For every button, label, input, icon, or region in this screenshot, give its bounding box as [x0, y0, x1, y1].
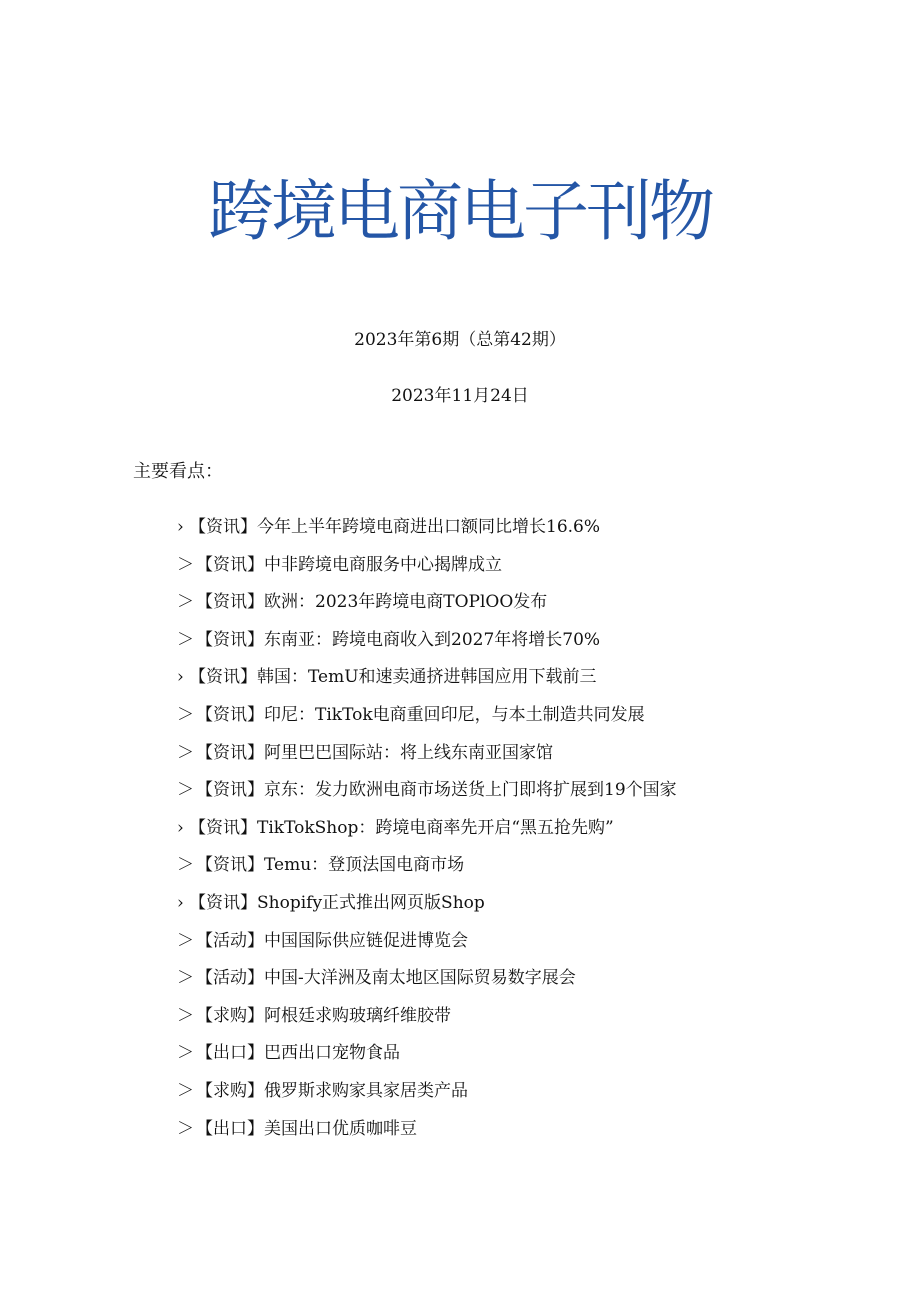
- bullet-arrow-icon: ›: [177, 817, 184, 838]
- list-item: [177, 1038, 677, 1076]
- bullet-arrow-icon: ＞: [177, 1043, 194, 1064]
- bullet-arrow-icon: ›: [177, 892, 184, 913]
- list-item-text: 【资讯】Temu：登顶法国电商市场: [196, 855, 465, 876]
- list-item-text: 【求购】俄罗斯求购家具家居类产品: [196, 1080, 468, 1101]
- list-item-text: 【资讯】印尼：TikTok电商重回印尼，与本土制造共同发展: [196, 704, 645, 725]
- list-item: [177, 926, 677, 964]
- list-item: [177, 963, 677, 1001]
- bullet-arrow-icon: ＞: [177, 554, 194, 575]
- list-item: [177, 625, 677, 663]
- list-item: [177, 850, 677, 888]
- list-item: [177, 700, 677, 738]
- document-title: 跨境电商电子刊物: [208, 173, 712, 250]
- list-item-text: 【资讯】阿里巴巴国际站：将上线东南亚国家馆: [196, 742, 553, 763]
- list-item: [177, 1001, 677, 1039]
- list-item: [177, 813, 677, 851]
- issue-date: 2023年11月24日: [391, 386, 529, 406]
- list-item: [177, 738, 677, 776]
- bullet-arrow-icon: ＞: [177, 968, 194, 989]
- list-item-text: 【活动】中国国际供应链促进博览会: [196, 930, 468, 951]
- list-item: [177, 662, 677, 700]
- list-item-text: 【出口】美国出口优质咖啡豆: [196, 1118, 417, 1139]
- bullet-arrow-icon: ＞: [177, 704, 194, 725]
- bullet-arrow-icon: ›: [177, 517, 184, 537]
- list-item-text: 【出口】巴西出口宠物食品: [196, 1043, 400, 1064]
- bullet-arrow-icon: ›: [177, 667, 184, 688]
- list-item: [177, 775, 677, 813]
- list-item-text: 【资讯】TikTokShop：跨境电商率先开启“黑五抢先购”: [189, 817, 614, 838]
- bullet-arrow-icon: ＞: [177, 1005, 194, 1026]
- list-item: [177, 1114, 677, 1152]
- list-item-text: 【资讯】中非跨境电商服务中心揭牌成立: [196, 554, 502, 575]
- list-item-text: 【求购】阿根廷求购玻璃纤维胶带: [196, 1005, 451, 1026]
- list-item-text: 【活动】中国-大洋洲及南太地区国际贸易数字展会: [196, 968, 576, 989]
- highlights-heading: 主要看点：: [133, 461, 223, 482]
- list-item-text: 【资讯】欧洲：2023年跨境电商TOPlOO发布: [196, 592, 548, 613]
- list-item-text: 【资讯】Shopify正式推出网页版Shop: [189, 892, 485, 913]
- issue-number: 2023年第6期（总第42期）: [354, 330, 566, 350]
- list-item: [177, 512, 677, 550]
- bullet-arrow-icon: ＞: [177, 629, 194, 650]
- list-item: [177, 550, 677, 588]
- list-item-text: 【资讯】韩国：TemU和速卖通挤进韩国应用下载前三: [189, 667, 597, 688]
- bullet-arrow-icon: ＞: [177, 1118, 194, 1139]
- bullet-arrow-icon: ＞: [177, 1080, 194, 1101]
- bullet-arrow-icon: ＞: [177, 855, 194, 876]
- bullet-arrow-icon: ＞: [177, 742, 194, 763]
- list-item-text: 【资讯】京东：发力欧洲电商市场送货上门即将扩展到19个国家: [196, 780, 677, 801]
- list-item: [177, 587, 677, 625]
- list-item-text: 【资讯】东南亚：跨境电商收入到2027年将增长70%: [196, 629, 601, 650]
- bullet-arrow-icon: ＞: [177, 592, 194, 613]
- bullet-arrow-icon: ＞: [177, 780, 194, 801]
- bullet-arrow-icon: ＞: [177, 930, 194, 951]
- highlights-list: [177, 512, 677, 1151]
- list-item: [177, 888, 677, 926]
- list-item: [177, 1076, 677, 1114]
- list-item-text: 【资讯】今年上半年跨境电商进出口额同比增长16.6%: [189, 517, 601, 537]
